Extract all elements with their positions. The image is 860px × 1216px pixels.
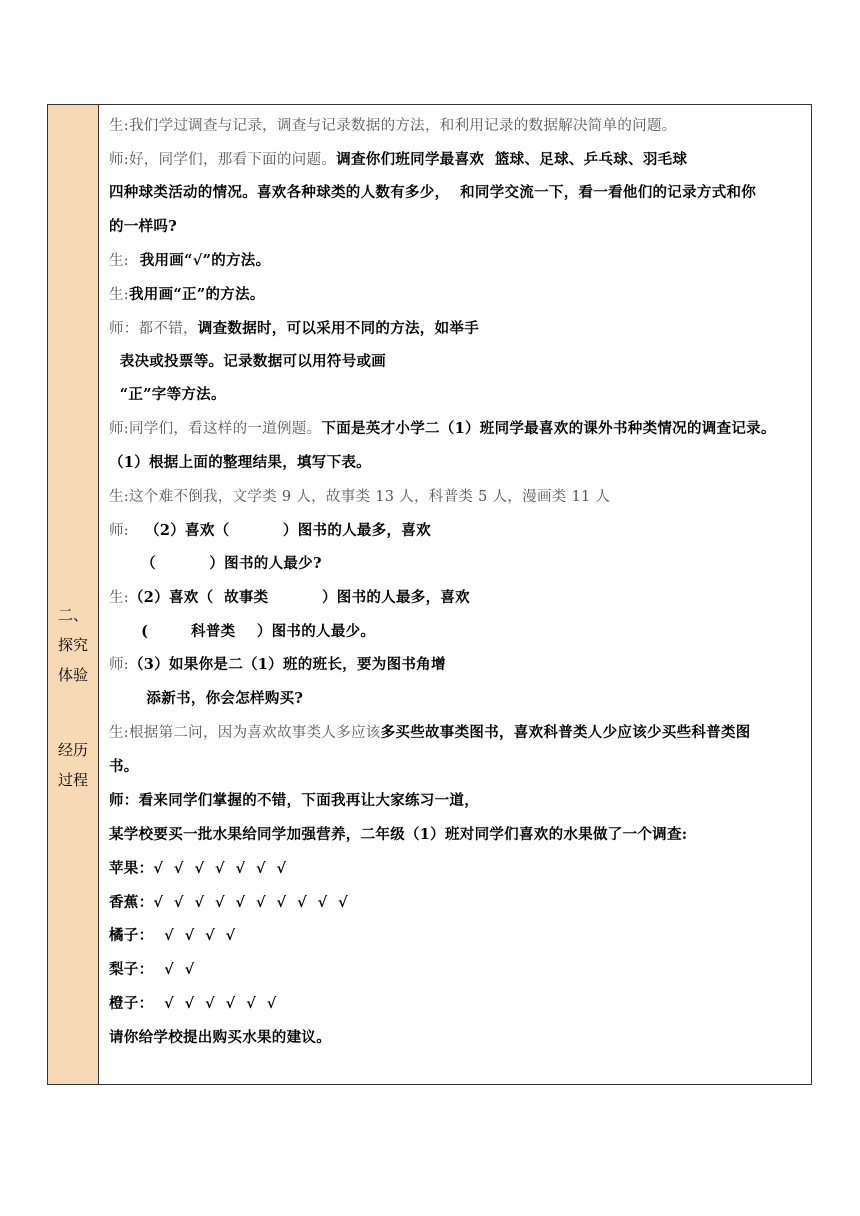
line-7: 师：都不错，调查数据时，可以采用不同的方法，如举手 (109, 320, 480, 337)
line-3: 四种球类活动的情况。喜欢各种球类的人数有多少， 和同学交流一下，看一看他们的记录方式和你 (109, 184, 757, 201)
line-16: ( 科普类 ）图书的人最少。 (109, 623, 376, 640)
fruit-orange: 橙子： √ √ √ √ √ √ (109, 995, 277, 1012)
line-2: 师:好，同学们，那看下面的问题。调查你们班同学最喜欢 篮球、足球、乒乓球、羽毛球 (109, 151, 688, 168)
section-title: 二、 探究 体验 (57, 606, 88, 684)
line-12: 生:这个难不倒我，文学类 9 人，故事类 13 人，科普类 5 人，漫画类 11 人 (109, 489, 611, 505)
line-13: 师: （2）喜欢（ ）图书的人最多，喜欢 (109, 522, 431, 539)
line-4: 的一样吗? (109, 218, 177, 235)
line-1: 生:我们学过调查与记录，调查与记录数据的方法，和利用记录的数据解决简单的问题。 (109, 118, 677, 134)
line-15: 生:（2）喜欢（ 故事类 ）图书的人最多，喜欢 (109, 589, 470, 606)
line-9: “正”字等方法。 (109, 386, 226, 403)
line-21: 师：看来同学们掌握的不错，下面我再让大家练习一道， (109, 792, 479, 809)
line-10: 师:同学们，看这样的一道例题。下面是英才小学二（1）班同学最喜欢的课外书种类情况的调查记录。 (109, 420, 776, 437)
line-8: 表决或投票等。记录数据可以用符号或画 (109, 353, 387, 370)
dialogue-content (99, 105, 811, 1084)
line-19: 生:根据第二问，因为喜欢故事类人多应该多买些故事类图书，喜欢科普类人少应该少买些科普类图 (109, 724, 751, 741)
line-17: 师:（3）如果你是二（1）班的班长，要为图书角增 (109, 656, 446, 673)
line-11: （1）根据上面的整理结果，填写下表。 (109, 454, 371, 471)
fruit-apple: 苹果：√ √ √ √ √ √ √ (109, 860, 287, 877)
fruit-banana: 香蕉：√ √ √ √ √ √ √ √ √ √ (109, 894, 348, 911)
line-28: 请你给学校提出购买水果的建议。 (109, 1029, 331, 1046)
line-5: 生: 我用画“√”的方法。 (109, 252, 271, 269)
fruit-tangerine: 橘子： √ √ √ √ (109, 927, 236, 944)
fruit-pear: 梨子： √ √ (109, 961, 195, 978)
line-14: （ ）图书的人最少? (109, 555, 322, 572)
line-22: 某学校要买一批水果给同学加强营养，二年级（1）班对同学们喜欢的水果做了一个调查: (109, 826, 688, 843)
line-6: 生:我用画“正”的方法。 (109, 286, 265, 303)
section-label-cell (48, 105, 99, 1084)
line-20: 书。 (109, 758, 139, 775)
section-subtitle: 经历 过程 (57, 741, 88, 789)
lesson-table (47, 104, 812, 1085)
line-18: 添新书，你会怎样购买? (109, 690, 304, 707)
